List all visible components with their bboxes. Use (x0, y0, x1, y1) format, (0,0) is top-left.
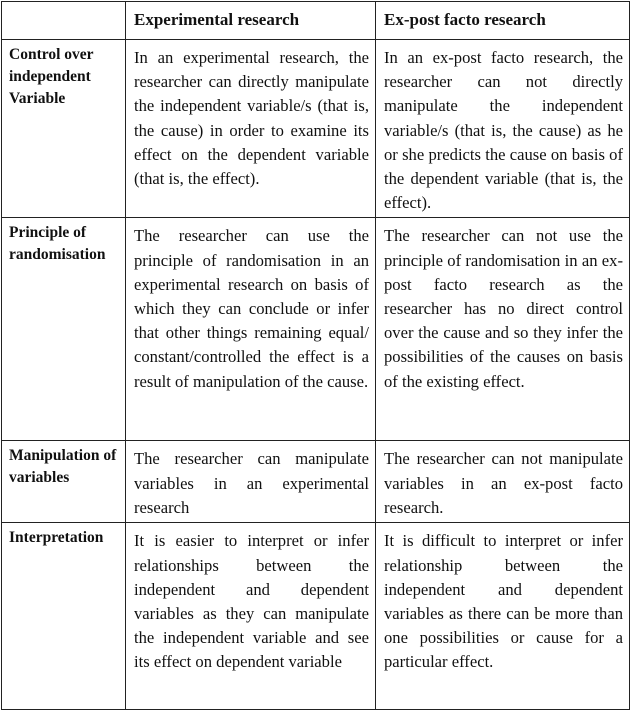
table-row (2, 441, 630, 523)
row-label: Control over independent Variable (2, 40, 126, 218)
row-label: Interpretation (2, 523, 126, 710)
comparison-table (1, 1, 630, 710)
row-label: Principle of randomisation (2, 218, 126, 441)
experimental-cell: The researcher can manipulate variables in an experimental research (126, 441, 376, 523)
expost-cell: In an ex-post facto research, the researcher can not directly manipulate the independent variable/s (that is, the cause) as he or she predicts the cause on basis of the dependent variable (that is, the effect). (376, 40, 630, 218)
expost-cell: It is difficult to interpret or infer relationship between the independent and dependent variables as there can be more than one possibilities or cause for a particular effect. (376, 523, 630, 710)
header-blank-cell (2, 2, 126, 40)
expost-cell: The researcher can not use the principle of randomisation in an ex-post facto research as the researcher has no direct control over the cause and so they infer the possibilities of the causes on basis of the existing effect. (376, 218, 630, 441)
table-row (2, 523, 630, 710)
experimental-cell: It is easier to interpret or infer relationships between the independent and dependent variables as they can manipulate the independent variable and see its effect on dependent variable (126, 523, 376, 710)
table-row (2, 218, 630, 441)
header-expost: Ex-post facto research (376, 2, 630, 40)
header-experimental: Experimental research (126, 2, 376, 40)
expost-cell: The researcher can not manipulate variables in an ex-post facto research. (376, 441, 630, 523)
header-row (2, 2, 630, 40)
row-label: Manipulation of variables (2, 441, 126, 523)
experimental-cell: In an experimental research, the researcher can directly manipulate the independent variable/s (that is, the cause) in order to examine its effect on the dependent variable (that is, the effect). (126, 40, 376, 218)
table-row (2, 40, 630, 218)
experimental-cell: The researcher can use the principle of randomisation in an experimental research on basis of which they can conclude or infer that other things remaining equal/ constant/controlled the effect is a result of manipulation of the cause. (126, 218, 376, 441)
